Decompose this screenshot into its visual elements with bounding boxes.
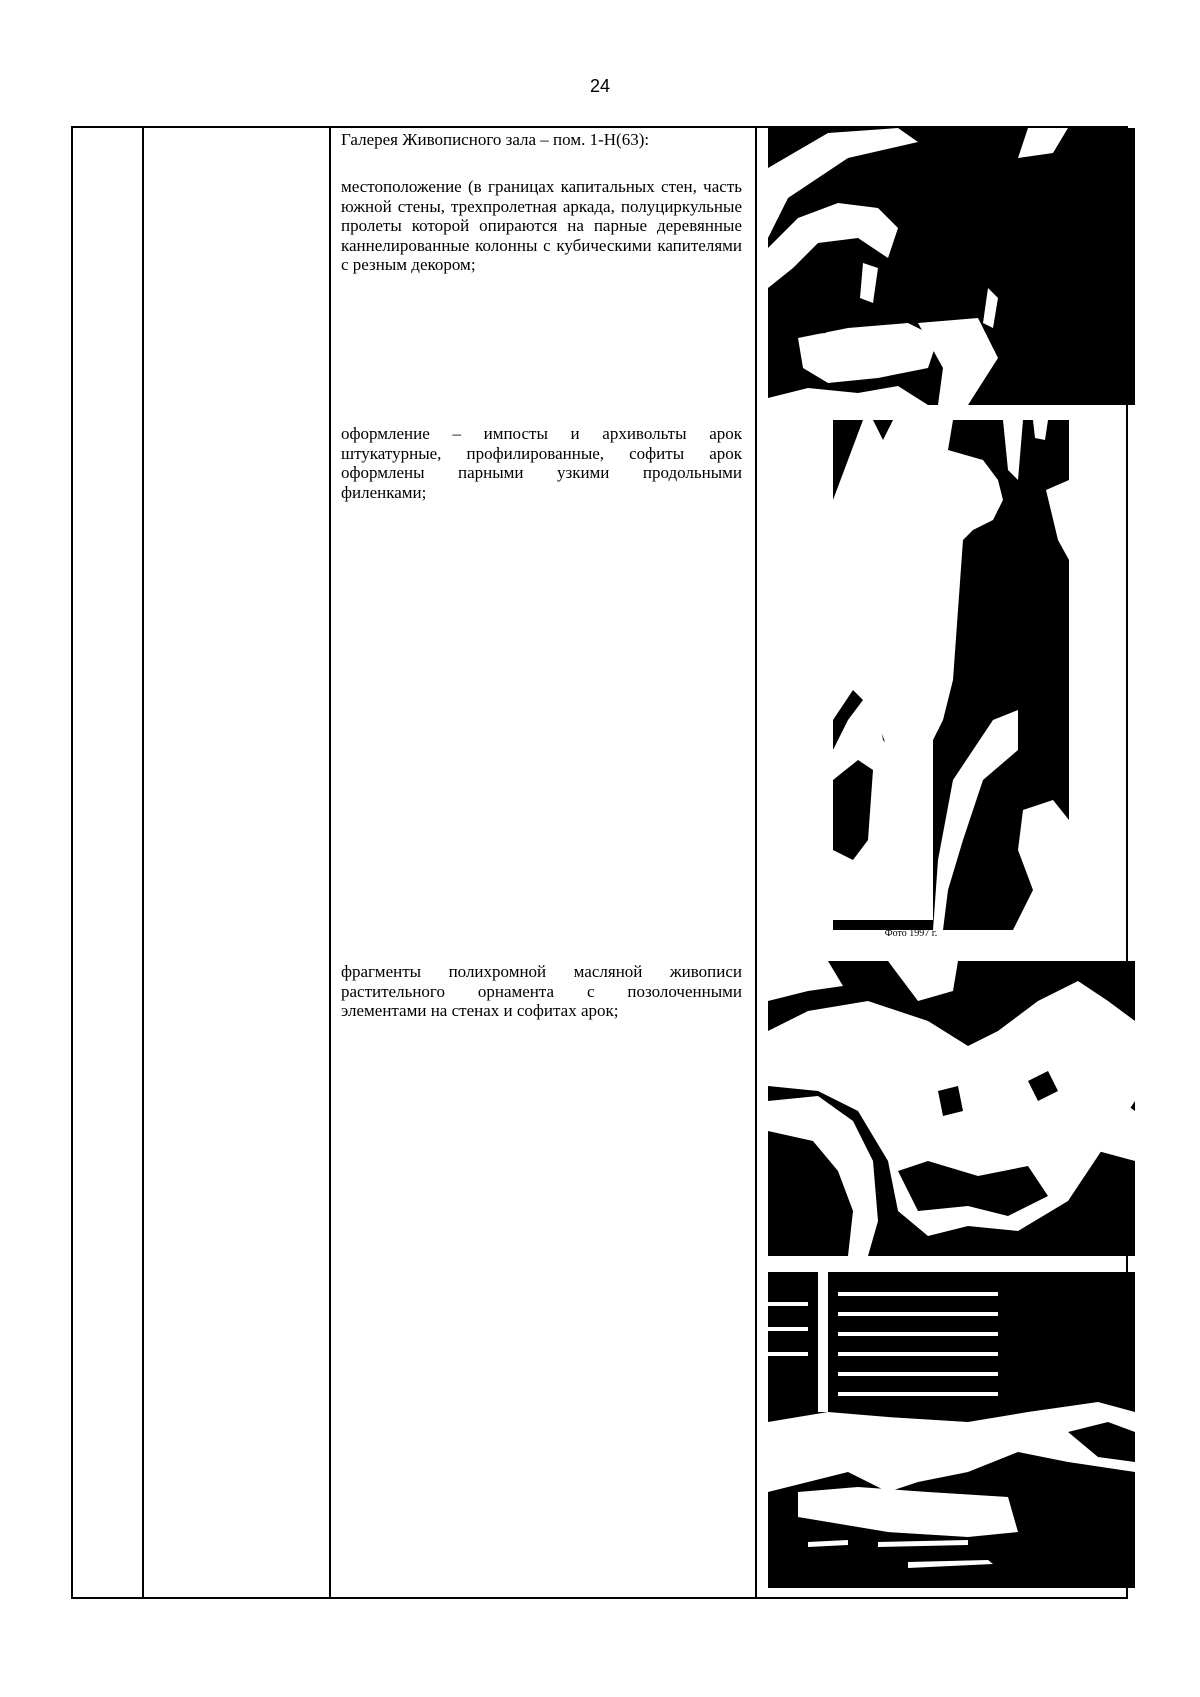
photo-archivolt (833, 420, 1069, 930)
photo-caption: Фото 1997 г. (884, 928, 938, 939)
photo-painting-fragment (768, 961, 1135, 1256)
section-title-cell (341, 130, 742, 150)
description-text: местоположение (в границах капитальных стен, часть южной стены, трехпролетная аркада, полуциркульные пролеты которой опираются на парные деревянные каннелированные колонны с кубическими капителями с резным декором; (341, 177, 742, 274)
section-title: Галерея Живописного зала – пом. 1-Н(63): (341, 130, 650, 149)
description-text: оформление – импосты и архивольты арок штукатурные, профилированные, софиты арок оформлены парными узкими продольными филенками; (341, 424, 742, 502)
column-divider-2 (329, 128, 331, 1597)
page-number: 24 (589, 76, 611, 96)
description-item-location (341, 177, 742, 275)
photo-arcade (768, 128, 1135, 405)
column-divider-3 (755, 128, 757, 1597)
description-item-painting (341, 962, 742, 1021)
description-text: фрагменты полихромной масляной живописи растительного орнамента с позолоченными элементами на стенах и софитах арок; (341, 962, 742, 1020)
photo-sofit (768, 1272, 1135, 1588)
description-item-decoration (341, 424, 742, 502)
column-divider-1 (142, 128, 144, 1597)
